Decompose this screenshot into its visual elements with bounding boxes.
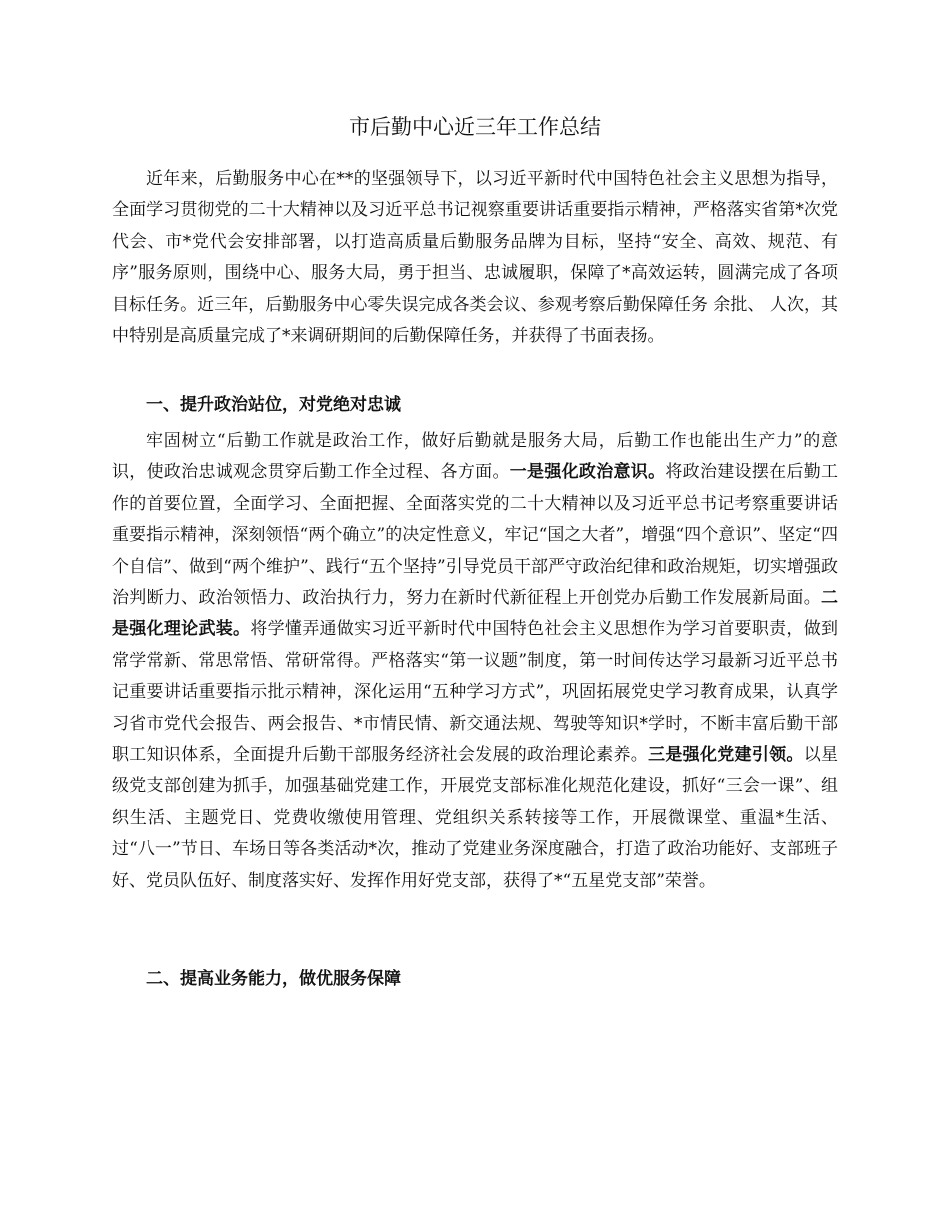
lead-party-building: 三是强化党建引领。 xyxy=(648,745,804,766)
section-1-text-1: 牢固树立“后勤工作就是政治工作，做好后勤就是服务大局，后勤工作也能出生产力”的意识，使政治忠诚观念贯穿后勤工作全过程、各方面。 xyxy=(112,431,838,483)
section-heading-1: 一、提升政治站位，对党绝对忠诚 xyxy=(146,395,401,415)
intro-paragraph: 近年来，后勤服务中心在**的坚强领导下，以习近平新时代中国特色社会主义思想为指导，全面学习贯彻党的二十大精神以及习近平总书记视察重要讲话重要指示精神，严格落实省第*次党代会、市*党代会安排部署，以打造高质量后勤服务品牌为目标，坚持“安全、高效、规范、有序”服务原则，围绕中心、服务大局，勇于担当、忠诚履职，保障了*高效运转，圆满完成了各项目标任务。近三年，后勤服务中心零失误完成各类会议、参观考察后勤保障任务 余批、 人次，其中特别是高质量完成了*来调研期间的后勤保障任务，并获得了书面表扬。 xyxy=(112,169,838,347)
lead-political-awareness: 一是强化政治意识。 xyxy=(509,462,666,483)
section-1-text-4: 以星级党支部创建为抓手，加强基础党建工作，开展党支部标准化规范化建设，抓好“三会一课”、组织生活、主题党日、党费收缴使用管理、党组织关系转接等工作，开展微课堂、重温*生活、过“八一”节日、车场日等各类活动*次，推动了党建业务深度融合，打造了政治功能好、支部班子好、党员队伍好、制度落实好、发挥作用好党支部，获得了*“五星党支部”荣誉。 xyxy=(112,745,839,891)
section-1-text-3: 将学懂弄通做实习近平新时代中国特色社会主义思想作为学习首要职责，做到常学常新、常思常悟、常研常得。严格落实“第一议题”制度，第一时间传达学习最新习近平总书记重要讲话重要指示批示精神，深化运用“五种学习方式”，巩固拓展党史学习教育成果，认真学习省市党代会报告、两会报告、*市情民情、新交通法规、驾驶等知识*学时，不断丰富后勤干部职工知识体系，全面提升后勤干部服务经济社会发展的政治理论素养。 xyxy=(112,619,839,766)
page-title: 市后勤中心近三年工作总结 xyxy=(349,115,601,139)
section-1-paragraph xyxy=(112,426,838,897)
section-heading-2: 二、提高业务能力，做优服务保障 xyxy=(146,969,401,989)
section-1-text-2: 将政治建设摆在后勤工作的首要位置，全面学习、全面把握、全面落实党的二十大精神以及习近平总书记考察重要讲话重要指示精神，深刻领悟“两个确立”的决定性意义，牢记“国之大者”，增强“四个意识”、坚定“四个自信”、做到“两个维护”、践行“五个坚持”引导党员干部严守政治纪律和政治规矩，切实增强政治判断力、政治领悟力、政治执行力，努力在新时代新征程上开创党办后勤工作发展新局面。 xyxy=(112,462,839,609)
lead-theory-armament: 二是强化理论武装。 xyxy=(112,588,838,640)
